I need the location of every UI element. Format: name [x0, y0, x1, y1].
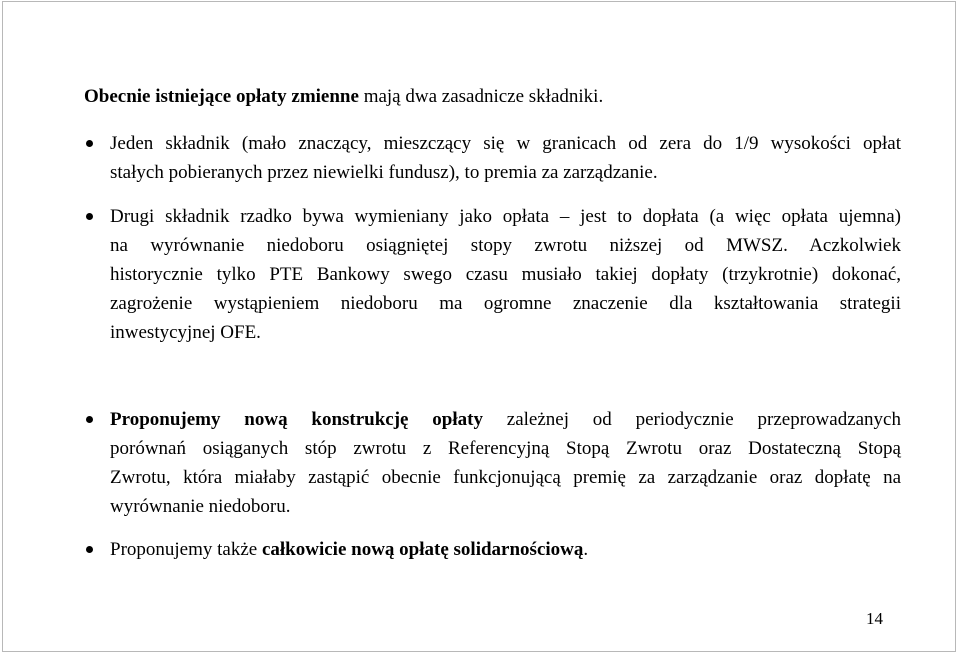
paragraph-line — [110, 405, 901, 434]
paragraph-line: Jeden składnik (mało znaczący, mieszczący się w granicach od zera do 1/9 wysokości opłat — [110, 133, 901, 154]
proposal-rest-text: zależnej od periodycznie przeprowadzanych — [482, 409, 901, 430]
solidarity-bold-text: całkowicie nową opłatę solidarnościową — [261, 539, 584, 560]
bullet-paragraph-1 — [110, 129, 901, 187]
paragraph-line: inwestycyjnej OFE. — [110, 322, 261, 343]
bullet-dot-icon — [86, 416, 93, 423]
paragraph-line: na wyrównanie niedoboru osiągniętej stopy zwrotu niższej od MWSZ. Aczkolwiek — [110, 235, 901, 256]
bullet-dot-icon — [86, 213, 93, 220]
proposal-bold-text: Proponujemy nową konstrukcję opłaty — [110, 409, 483, 430]
heading-bold-text: Obecnie istniejące opłaty zmienne — [84, 86, 359, 107]
paragraph-line: porównań osiąganych stóp zwrotu z Referencyjną Stopą Zwrotu oraz Dostateczną Stopą — [110, 438, 901, 459]
bullet-paragraph-2 — [110, 202, 901, 347]
bullet-paragraph-4 — [110, 535, 901, 564]
paragraph-line: Drugi składnik rzadko bywa wymieniany jako opłata – jest to dopłata (a więc opłata ujemna) — [110, 206, 901, 227]
paragraph-line: zagrożenie wystąpieniem niedoboru ma ogromne znaczenie dla kształtowania strategii — [110, 293, 901, 314]
heading-rest-text: mają dwa zasadnicze składniki. — [358, 86, 604, 107]
section-heading — [84, 84, 603, 110]
paragraph-line — [110, 535, 901, 564]
paragraph-line: historycznie tylko PTE Bankowy swego czasu musiało takiej dopłaty (trzykrotnie) dokonać, — [110, 264, 901, 285]
solidarity-prefix-text: Proponujemy także — [110, 539, 262, 560]
paragraph-line: Zwrotu, która miałaby zastąpić obecnie funkcjonującą premię za zarządzanie oraz dopłatę na — [110, 467, 901, 488]
bullet-dot-icon — [86, 140, 93, 147]
paragraph-line: wyrównanie niedoboru. — [110, 496, 291, 517]
bullet-dot-icon — [86, 546, 93, 553]
bullet-paragraph-3 — [110, 405, 901, 521]
page-number: 14 — [866, 609, 883, 628]
solidarity-suffix-text: . — [583, 539, 589, 560]
paragraph-line: stałych pobieranych przez niewielki fundusz), to premia za zarządzanie. — [110, 162, 658, 183]
